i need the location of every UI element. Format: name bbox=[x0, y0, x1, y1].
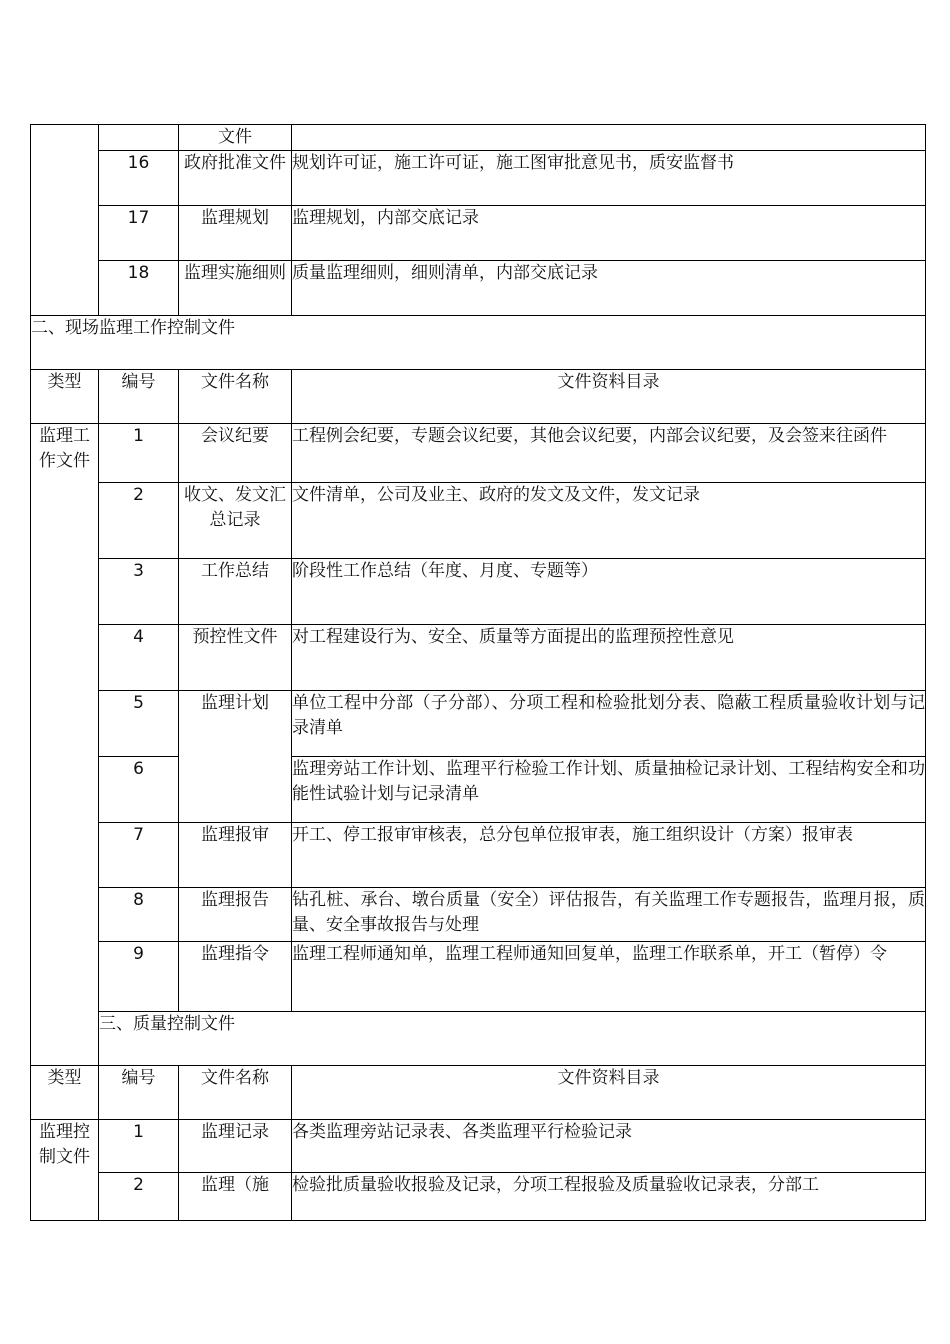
row-number: 1 bbox=[99, 424, 179, 483]
type-cell: 监理工作文件 bbox=[31, 424, 99, 1066]
table-row bbox=[31, 424, 926, 483]
table-row bbox=[31, 942, 926, 1012]
header-number: 编号 bbox=[99, 1066, 179, 1120]
file-catalog: 各类监理旁站记录表、各类监理平行检验记录 bbox=[292, 1120, 926, 1173]
table-row bbox=[31, 1120, 926, 1173]
table-row bbox=[31, 691, 926, 757]
row-number: 8 bbox=[99, 888, 179, 942]
section-title: 三、质量控制文件 bbox=[99, 1012, 926, 1066]
row-number bbox=[99, 125, 179, 151]
type-cell: 监理控制文件 bbox=[31, 1120, 99, 1221]
header-number: 编号 bbox=[99, 370, 179, 424]
file-catalog: 检验批质量验收报验及记录，分项工程报验及质量验收记录表，分部工 bbox=[292, 1173, 926, 1221]
file-catalog: 监理旁站工作计划、监理平行检验工作计划、质量抽检记录计划、工程结构安全和功能性试验计划与记录清单 bbox=[292, 757, 926, 823]
header-catalog: 文件资料目录 bbox=[292, 370, 926, 424]
header-file-name: 文件名称 bbox=[179, 1066, 292, 1120]
row-number: 17 bbox=[99, 206, 179, 261]
row-number: 7 bbox=[99, 823, 179, 888]
file-catalog: 单位工程中分部（子分部）、分项工程和检验批划分表、隐蔽工程质量验收计划与记录清单 bbox=[292, 691, 926, 757]
file-catalog bbox=[292, 125, 926, 151]
file-name: 监理实施细则 bbox=[179, 261, 292, 316]
file-catalog: 开工、停工报审审核表，总分包单位报审表，施工组织设计（方案）报审表 bbox=[292, 823, 926, 888]
file-catalog: 规划许可证，施工许可证，施工图审批意见书，质安监督书 bbox=[292, 151, 926, 206]
header-row bbox=[31, 370, 926, 424]
table-row bbox=[31, 125, 926, 151]
table-row bbox=[31, 625, 926, 691]
file-catalog: 对工程建设行为、安全、质量等方面提出的监理预控性意见 bbox=[292, 625, 926, 691]
row-number: 4 bbox=[99, 625, 179, 691]
table-row bbox=[31, 757, 926, 823]
header-type: 类型 bbox=[31, 370, 99, 424]
row-number: 9 bbox=[99, 942, 179, 1012]
file-catalog: 钻孔桩、承台、墩台质量（安全）评估报告，有关监理工作专题报告，监理月报，质量、安全事故报告与处理 bbox=[292, 888, 926, 942]
row-number: 2 bbox=[99, 1173, 179, 1221]
row-number: 6 bbox=[99, 757, 179, 823]
section-title: 二、现场监理工作控制文件 bbox=[31, 316, 926, 370]
file-catalog: 工程例会纪要，专题会议纪要，其他会议纪要，内部会议纪要，及会签来往函件 bbox=[292, 424, 926, 483]
file-catalog: 质量监理细则，细则清单，内部交底记录 bbox=[292, 261, 926, 316]
header-type: 类型 bbox=[31, 1066, 99, 1120]
table-row bbox=[31, 888, 926, 942]
header-row bbox=[31, 1066, 926, 1120]
header-file-name: 文件名称 bbox=[179, 370, 292, 424]
file-catalog: 阶段性工作总结（年度、月度、专题等） bbox=[292, 559, 926, 625]
file-name: 监理计划 bbox=[179, 691, 292, 823]
header-catalog: 文件资料目录 bbox=[292, 1066, 926, 1120]
file-name: 监理（施 bbox=[179, 1173, 292, 1221]
file-name: 会议纪要 bbox=[179, 424, 292, 483]
table-row bbox=[31, 206, 926, 261]
row-number: 3 bbox=[99, 559, 179, 625]
section-title-row bbox=[31, 316, 926, 370]
file-name: 监理报审 bbox=[179, 823, 292, 888]
table-row bbox=[31, 483, 926, 559]
type-cell-empty bbox=[31, 125, 99, 316]
file-catalog: 监理规划，内部交底记录 bbox=[292, 206, 926, 261]
file-name: 工作总结 bbox=[179, 559, 292, 625]
file-name: 监理规划 bbox=[179, 206, 292, 261]
file-name: 监理指令 bbox=[179, 942, 292, 1012]
row-number: 1 bbox=[99, 1120, 179, 1173]
table-row bbox=[31, 261, 926, 316]
file-catalog: 监理工程师通知单，监理工程师通知回复单，监理工作联系单，开工（暂停）令 bbox=[292, 942, 926, 1012]
row-number: 5 bbox=[99, 691, 179, 757]
row-number: 16 bbox=[99, 151, 179, 206]
table-row bbox=[31, 151, 926, 206]
file-name: 监理记录 bbox=[179, 1120, 292, 1173]
row-number: 2 bbox=[99, 483, 179, 559]
file-name: 监理报告 bbox=[179, 888, 292, 942]
file-name: 收文、发文汇总记录 bbox=[179, 483, 292, 559]
file-name: 政府批准文件 bbox=[179, 151, 292, 206]
file-name: 预控性文件 bbox=[179, 625, 292, 691]
table-row bbox=[31, 823, 926, 888]
document-table bbox=[30, 124, 926, 1221]
file-catalog: 文件清单，公司及业主、政府的发文及文件，发文记录 bbox=[292, 483, 926, 559]
file-name: 文件 bbox=[179, 125, 292, 151]
section-title-row bbox=[31, 1012, 926, 1066]
table-row bbox=[31, 559, 926, 625]
row-number: 18 bbox=[99, 261, 179, 316]
table-row bbox=[31, 1173, 926, 1221]
